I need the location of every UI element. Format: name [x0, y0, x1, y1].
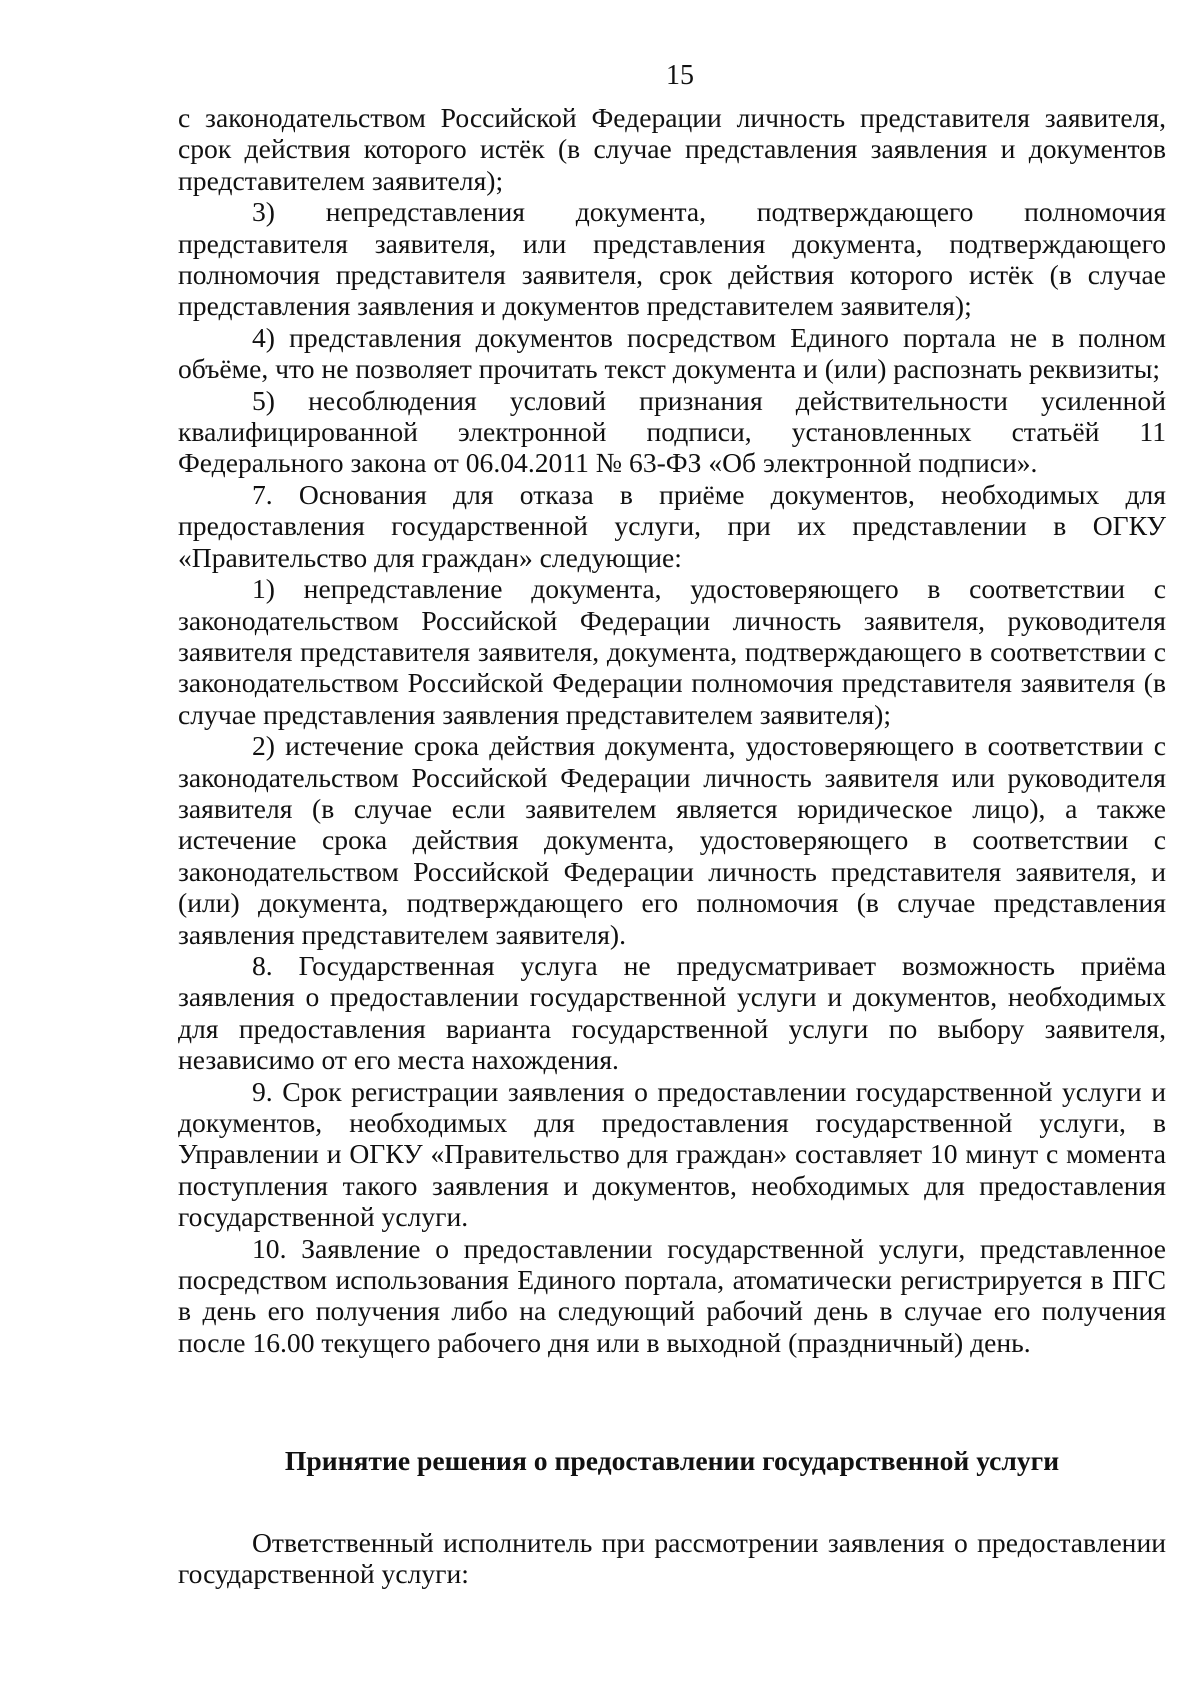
paragraph-clause-7-item-1: 1) непредставление документа, удостоверяющего в соответствии с законодательством Российской Федерации личность заявителя, руководителя заявителя представителя заявителя, документа, подтверждающего в соответствии с законодательством Российской Федерации полномочия представителя заявителя (в случае представления заявления представителем заявителя);: [178, 573, 1166, 730]
paragraph-clause-7: 7. Основания для отказа в приёме документов, необходимых для предоставления государственной услуги, при их представлении в ОГКУ «Правительство для граждан» следующие:: [178, 478, 1166, 573]
page-number: 15: [666, 60, 694, 91]
paragraph-continuation: с законодательством Российской Федерации личность представителя заявителя, срок действия которого истёк (в случае представления заявления и документов представителем заявителя);: [178, 102, 1166, 196]
paragraph-clause-9: 9. Срок регистрации заявления о предоставлении государственной услуги и документов, необходимых для предоставления государственной услуги, в Управлении и ОГКУ «Правительство для граждан» составляет 10 минут с момента поступления такого заявления и документов, необходимых для предоставления государственной услуги.: [178, 1075, 1166, 1233]
paragraph-clause-7-item-2: 2) истечение срока действия документа, удостоверяющего в соответствии с законодательством Российской Федерации личность заявителя или руководителя заявителя (в случае если заявителем является юридическое лицо), а также истечение срока действия документа, удостоверяющего в соответствии с законодательством Российской Федерации личность представителя заявителя, и (или) документа, подтверждающего его полномочия (в случае представления заявления представителем заявителя).: [178, 730, 1166, 950]
paragraph-item-5: 5) несоблюдения условий признания действительности усиленной квалифицированной электронной подписи, установленных статьёй 11 Федерального закона от 06.04.2011 № 63-ФЗ «Об электронной подписи».: [178, 384, 1166, 479]
section-body: [178, 1527, 1166, 1590]
paragraph-item-3: 3) непредставления документа, подтверждающего полномочия представителя заявителя, или представления документа, подтверждающего полномочия представителя заявителя, срок действия которого истёк (в случае представления заявления и документов представителем заявителя);: [178, 196, 1166, 322]
paragraph-clause-8: 8. Государственная услуга не предусматривает возможность приёма заявления о предоставлении государственной услуги и документов, необходимых для предоставления варианта государственной услуги по выбору заявителя, независимо от его места нахождения.: [178, 949, 1166, 1076]
paragraph-clause-10: 10. Заявление о предоставлении государственной услуги, представленное посредством использования Единого портала, атоматически регистрируется в ПГС в день его получения либо на следующий рабочий день в случае его получения после 16.00 текущего рабочего дня или в выходной (праздничный) день.: [178, 1232, 1166, 1358]
document-body: [178, 102, 1166, 1358]
paragraph-item-4: 4) представления документов посредством Единого портала не в полном объёме, что не позволяет прочитать текст документа и (или) распознать реквизиты;: [178, 321, 1166, 385]
section-heading: Принятие решения о предоставлении государственной услуги: [284, 1445, 1060, 1476]
paragraph-decision-intro: Ответственный исполнитель при рассмотрении заявления о предоставлении государственной услуги:: [178, 1527, 1166, 1590]
